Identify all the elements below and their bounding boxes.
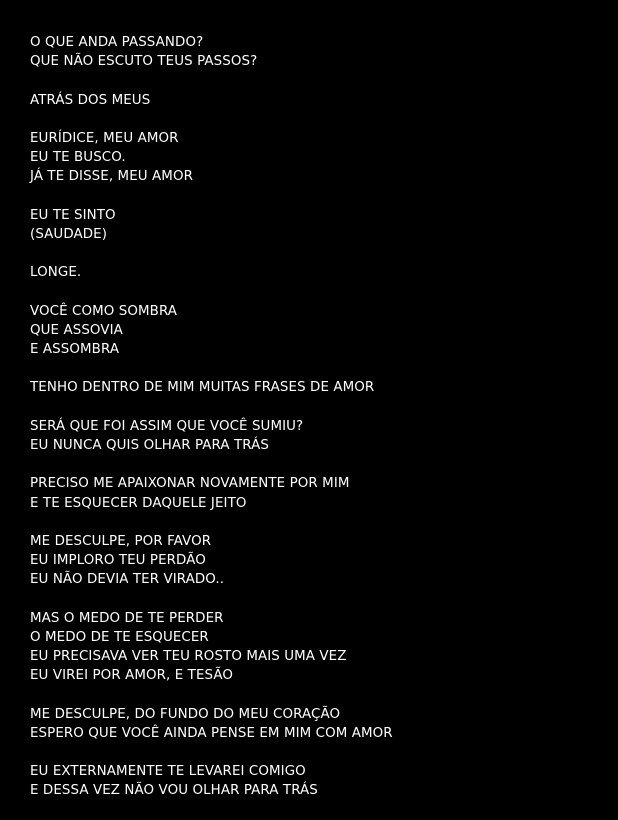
- poem-line: EU VIREI POR AMOR, E TESÃO: [30, 668, 234, 684]
- poem-line: LONGE.: [30, 265, 82, 281]
- poem-stanza: [30, 762, 600, 800]
- poem-line: JÁ TE DISSE, MEU AMOR: [30, 169, 193, 185]
- poem-line: EU EXTERNAMENTE TE LEVAREI COMIGO: [30, 764, 306, 780]
- poem-stanza: [30, 263, 600, 282]
- poem-line: E DESSA VEZ NÃO VOU OLHAR PARA TRÁS: [30, 783, 318, 799]
- poem-line: O MEDO DE TE ESQUECER: [30, 629, 209, 645]
- poem-line: (SAUDADE): [30, 226, 108, 242]
- poem-stanza: [30, 474, 600, 512]
- poem-stanza: [30, 609, 600, 686]
- poem-line: EU NÃO DEVIA TER VIRADO..: [30, 572, 225, 588]
- poem-line: ESPERO QUE VOCÊ AINDA PENSE EM MIM COM AMOR: [30, 725, 393, 741]
- poem-line: MAS O MEDO DE TE PERDER: [30, 610, 224, 626]
- poem-line: PRECISO ME APAIXONAR NOVAMENTE POR MIM: [30, 476, 350, 492]
- poem-line: O QUE ANDA PASSANDO?: [30, 35, 204, 50]
- poem-line: QUE ASSOVIA: [30, 322, 123, 338]
- poem-line: E TE ESQUECER DAQUELE JEITO: [30, 495, 247, 511]
- poem-text: [30, 33, 600, 801]
- poem-line: SERÁ QUE FOI ASSIM QUE VOCÊ SUMIU?: [30, 418, 304, 434]
- poem-line: VOCÊ COMO SOMBRA: [30, 303, 178, 319]
- poem-line: EU IMPLORO TEU PERDÃO: [30, 553, 206, 569]
- poem-line: QUE NÃO ESCUTO TEUS PASSOS?: [30, 54, 258, 70]
- poem-line: EURÍDICE, MEU AMOR: [30, 130, 179, 146]
- poem-stanza: [30, 33, 600, 71]
- poem-stanza: [30, 705, 600, 743]
- poem-line: TENHO DENTRO DE MIM MUITAS FRASES DE AMOR: [30, 380, 375, 396]
- poem-line: EU TE SINTO: [30, 207, 116, 223]
- poem-line: E ASSOMBRA: [30, 342, 120, 357]
- poem-stanza: [30, 91, 600, 110]
- poem-stanza: [30, 378, 600, 397]
- poem-stanza: [30, 206, 600, 244]
- poem-line: ME DESCULPE, POR FAVOR: [30, 533, 212, 549]
- poem-line: EU PRECISAVA VER TEU ROSTO MAIS UMA VEZ: [30, 649, 347, 664]
- poem-line: EU NUNCA QUIS OLHAR PARA TRÁS: [30, 437, 270, 453]
- poem-line: EU TE BUSCO.: [30, 150, 126, 166]
- poem-stanza: [30, 302, 600, 360]
- poem-stanza: [30, 129, 600, 187]
- poem-line: ME DESCULPE, DO FUNDO DO MEU CORAÇÃO: [30, 706, 341, 722]
- poem-line: ATRÁS DOS MEUS: [30, 92, 151, 108]
- poem-stanza: [30, 417, 600, 455]
- poem-stanza: [30, 532, 600, 590]
